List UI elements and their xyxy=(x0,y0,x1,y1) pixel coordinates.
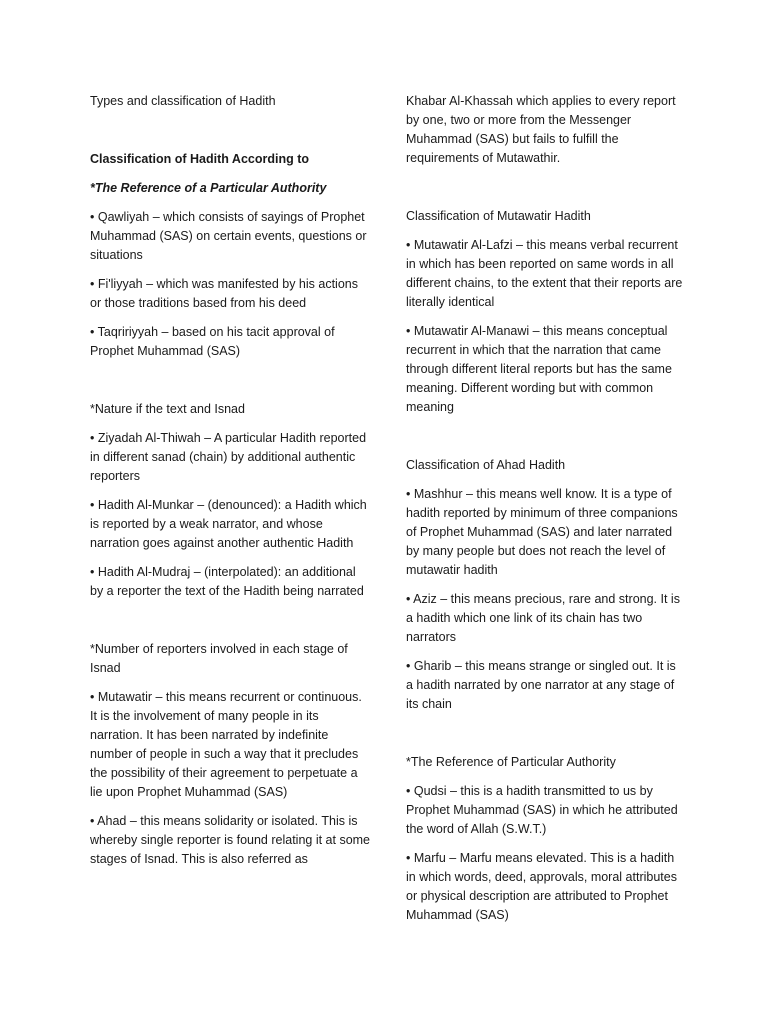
paragraph-gharib: • Gharib – this means strange or singled out. It is a hadith narrated by one narrator at any stage of its chain xyxy=(406,659,676,711)
number-reporters-heading: *Number of reporters involved in each stage of Isnad xyxy=(90,642,348,675)
paragraph-mutawatir-lafzi: • Mutawatir Al-Lafzi – this means verbal recurrent in which has been reported on same words in all different chains, to the extent that their reports are literally identical xyxy=(406,238,683,309)
particular-authority-heading: *The Reference of Particular Authority xyxy=(406,755,616,769)
left-column xyxy=(90,92,370,879)
paragraph-taqririyyah: • Taqririyyah – based on his tacit approval of Prophet Muhammad (SAS) xyxy=(90,325,335,358)
paragraph-mutawatir-manawi: • Mutawatir Al-Manawi – this means conceptual recurrent in which that the narration that came through different literal reports but has the same meaning. Different wording but with common meaning xyxy=(406,324,672,414)
paragraph-aziz: • Aziz – this means precious, rare and strong. It is a hadith which one link of its chain has two narrators xyxy=(406,592,680,644)
reference-authority-subheading: *The Reference of a Particular Authority xyxy=(90,181,327,195)
nature-text-isnad-heading: *Nature if the text and Isnad xyxy=(90,402,245,416)
document-title: Types and classification of Hadith xyxy=(90,94,276,108)
paragraph-mashhur: • Mashhur – this means well know. It is a type of hadith reported by minimum of three companions of Prophet Muhammad (SAS) and later narrated by many people but does not reach the level of mutawatir hadith xyxy=(406,487,678,577)
paragraph-filiyyah: • Fi'liyyah – which was manifested by his actions or those traditions based from his deed xyxy=(90,277,358,310)
paragraph-ziyadah: • Ziyadah Al-Thiwah – A particular Hadith reported in different sanad (chain) by additional authentic reporters xyxy=(90,431,367,483)
paragraph-khabar-al-khassah: Khabar Al-Khassah which applies to every report by one, two or more from the Messenger Muhammad (SAS) but fails to fulfill the requirements of Mutawathir. xyxy=(406,94,676,165)
classification-heading: Classification of Hadith According to xyxy=(90,152,309,166)
paragraph-qudsi: • Qudsi – this is a hadith transmitted to us by Prophet Muhammad (SAS) in which he attributed the word of Allah (S.W.T.) xyxy=(406,784,678,836)
paragraph-mutawatir: • Mutawatir – this means recurrent or continuous. It is the involvement of many people in its narration. It has been narrated by indefinite number of people in such a way that it precludes the possibility of their agreement to perpetuate a lie upon Prophet Muhammad (SAS) xyxy=(90,690,362,799)
mutawatir-classification-heading: Classification of Mutawatir Hadith xyxy=(406,209,591,223)
paragraph-munkar: • Hadith Al-Munkar – (denounced): a Hadith which is reported by a weak narrator, and whose narration goes against another authentic Hadith xyxy=(90,498,367,550)
paragraph-mudraj: • Hadith Al-Mudraj – (interpolated): an additional by a reporter the text of the Hadith being narrated xyxy=(90,565,364,598)
paragraph-ahad: • Ahad – this means solidarity or isolated. This is whereby single reporter is found relating it at some stages of Isnad. This is also referred as xyxy=(90,814,371,866)
paragraph-qawliyah: • Qawliyah – which consists of sayings of Prophet Muhammad (SAS) on certain events, questions or situations xyxy=(90,210,367,262)
ahad-classification-heading: Classification of Ahad Hadith xyxy=(406,458,566,472)
right-column xyxy=(406,92,686,935)
paragraph-marfu: • Marfu – Marfu means elevated. This is a hadith in which words, deed, approvals, moral attributes or physical description are attributed to Prophet Muhammad (SAS) xyxy=(406,851,677,922)
